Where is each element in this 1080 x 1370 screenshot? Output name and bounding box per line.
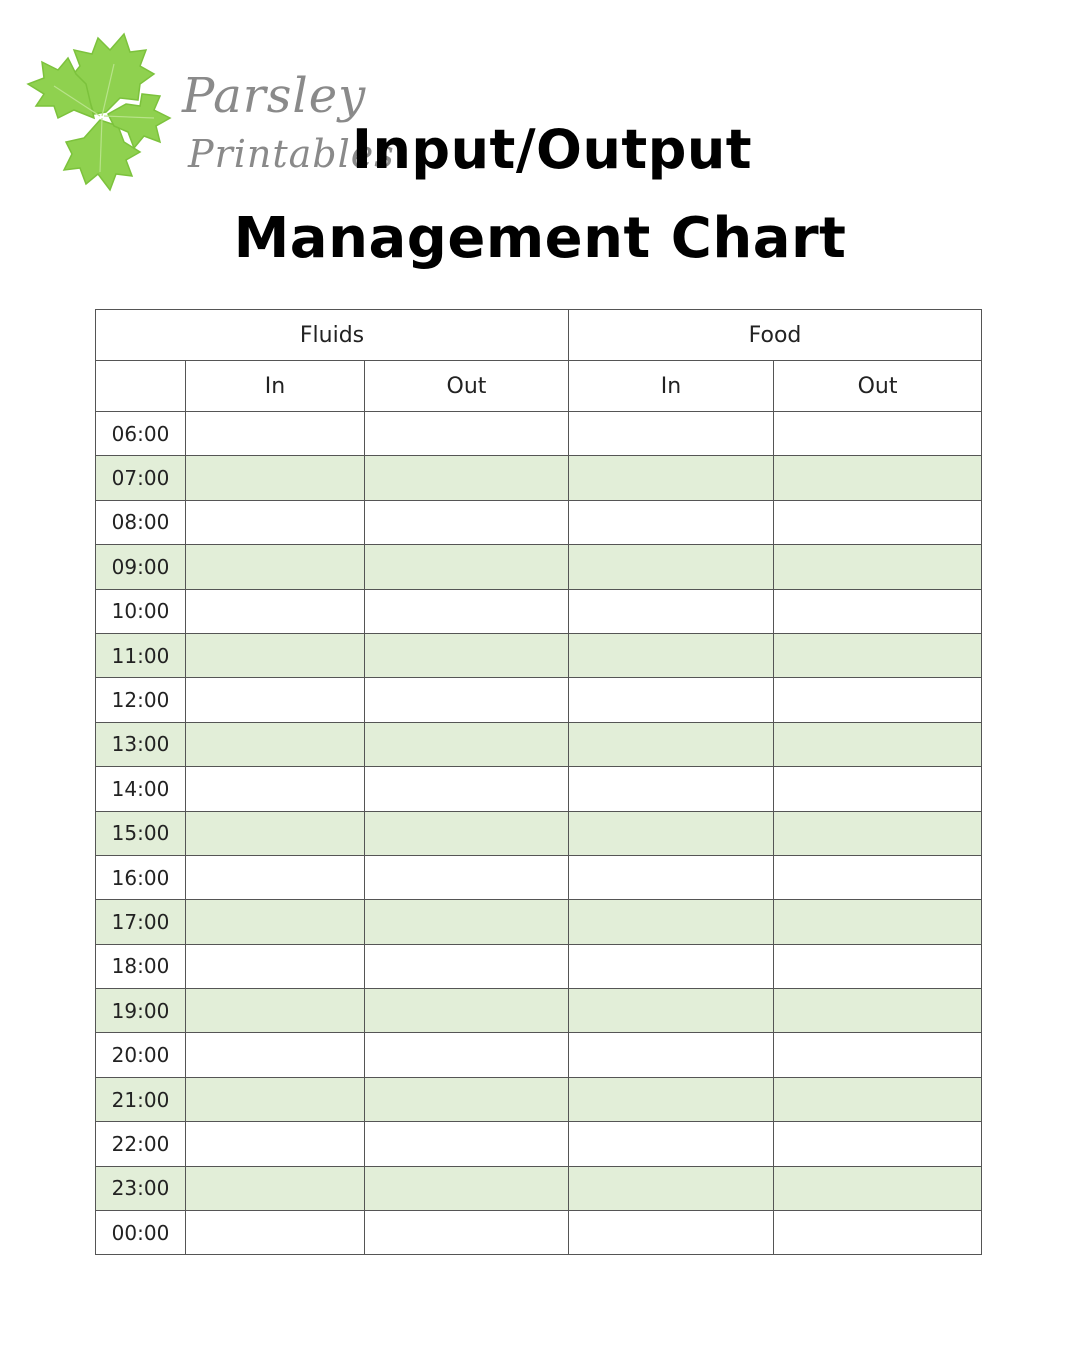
food-in-entry-cell[interactable] — [569, 633, 774, 677]
food-out-entry-cell[interactable] — [774, 633, 982, 677]
table-row — [96, 456, 982, 500]
food-out-entry-cell[interactable] — [774, 1122, 982, 1166]
fluids-in-entry-cell[interactable] — [186, 412, 365, 456]
fluids-in-entry-cell[interactable] — [186, 855, 365, 899]
fluids-out-entry-cell[interactable] — [365, 767, 569, 811]
fluids-out-entry-cell[interactable] — [365, 722, 569, 766]
table-row — [96, 1211, 982, 1255]
table-row — [96, 855, 982, 899]
food-in-entry-cell[interactable] — [569, 855, 774, 899]
fluids-in-entry-cell[interactable] — [186, 500, 365, 544]
io-chart-table — [95, 309, 982, 1255]
fluids-in-entry-cell[interactable] — [186, 989, 365, 1033]
brand-name-line2: Printables — [188, 132, 395, 176]
table-row — [96, 1122, 982, 1166]
fluids-in-entry-cell[interactable] — [186, 633, 365, 677]
fluids-in-entry-cell[interactable] — [186, 456, 365, 500]
group-header-row — [96, 310, 982, 361]
food-in-entry-cell[interactable] — [569, 412, 774, 456]
fluids-in-entry-cell[interactable] — [186, 589, 365, 633]
time-label: 00:00 — [96, 1211, 186, 1255]
food-out-entry-cell[interactable] — [774, 989, 982, 1033]
food-in-entry-cell[interactable] — [569, 811, 774, 855]
table-row — [96, 1166, 982, 1210]
fluids-in-entry-cell[interactable] — [186, 678, 365, 722]
sub-header-row — [96, 361, 982, 412]
time-label: 23:00 — [96, 1166, 186, 1210]
group-header-fluids: Fluids — [96, 310, 569, 361]
fluids-out-entry-cell[interactable] — [365, 944, 569, 988]
food-out-entry-cell[interactable] — [774, 722, 982, 766]
fluids-out-entry-cell[interactable] — [365, 811, 569, 855]
fluids-in-entry-cell[interactable] — [186, 767, 365, 811]
food-out-entry-cell[interactable] — [774, 855, 982, 899]
fluids-out-entry-cell[interactable] — [365, 989, 569, 1033]
table-row — [96, 944, 982, 988]
food-out-entry-cell[interactable] — [774, 678, 982, 722]
time-label: 21:00 — [96, 1077, 186, 1121]
fluids-in-entry-cell[interactable] — [186, 1211, 365, 1255]
fluids-out-header: Out — [365, 361, 569, 412]
food-out-entry-cell[interactable] — [774, 900, 982, 944]
chart-body — [96, 412, 982, 1255]
food-out-header: Out — [774, 361, 982, 412]
food-out-entry-cell[interactable] — [774, 1033, 982, 1077]
table-row — [96, 767, 982, 811]
food-out-entry-cell[interactable] — [774, 1211, 982, 1255]
food-in-entry-cell[interactable] — [569, 1211, 774, 1255]
food-out-entry-cell[interactable] — [774, 545, 982, 589]
fluids-out-entry-cell[interactable] — [365, 678, 569, 722]
fluids-out-entry-cell[interactable] — [365, 900, 569, 944]
food-in-entry-cell[interactable] — [569, 900, 774, 944]
table-row — [96, 1077, 982, 1121]
food-in-entry-cell[interactable] — [569, 767, 774, 811]
fluids-in-entry-cell[interactable] — [186, 722, 365, 766]
food-out-entry-cell[interactable] — [774, 500, 982, 544]
fluids-out-entry-cell[interactable] — [365, 855, 569, 899]
food-out-entry-cell[interactable] — [774, 811, 982, 855]
table-row — [96, 811, 982, 855]
fluids-out-entry-cell[interactable] — [365, 1211, 569, 1255]
time-label: 18:00 — [96, 944, 186, 988]
fluids-out-entry-cell[interactable] — [365, 589, 569, 633]
table-row — [96, 989, 982, 1033]
fluids-in-entry-cell[interactable] — [186, 1033, 365, 1077]
group-header-food: Food — [569, 310, 982, 361]
time-label: 12:00 — [96, 678, 186, 722]
table-row — [96, 1033, 982, 1077]
fluids-out-entry-cell[interactable] — [365, 1166, 569, 1210]
food-out-entry-cell[interactable] — [774, 1166, 982, 1210]
food-in-entry-cell[interactable] — [569, 589, 774, 633]
food-out-entry-cell[interactable] — [774, 944, 982, 988]
time-label: 15:00 — [96, 811, 186, 855]
fluids-out-entry-cell[interactable] — [365, 1122, 569, 1166]
food-out-entry-cell[interactable] — [774, 767, 982, 811]
table-row — [96, 633, 982, 677]
fluids-in-entry-cell[interactable] — [186, 1166, 365, 1210]
time-label: 07:00 — [96, 456, 186, 500]
food-out-entry-cell[interactable] — [774, 456, 982, 500]
brand-name-line1: Parsley — [182, 68, 367, 124]
time-label: 09:00 — [96, 545, 186, 589]
table-row — [96, 900, 982, 944]
fluids-in-entry-cell[interactable] — [186, 944, 365, 988]
food-in-entry-cell[interactable] — [569, 1077, 774, 1121]
time-label: 20:00 — [96, 1033, 186, 1077]
fluids-out-entry-cell[interactable] — [365, 1077, 569, 1121]
fluids-out-entry-cell[interactable] — [365, 545, 569, 589]
time-label: 08:00 — [96, 500, 186, 544]
food-in-entry-cell[interactable] — [569, 989, 774, 1033]
food-in-header: In — [569, 361, 774, 412]
time-label: 06:00 — [96, 412, 186, 456]
page-title-line1: Input/Output — [351, 118, 753, 181]
time-label: 19:00 — [96, 989, 186, 1033]
food-out-entry-cell[interactable] — [774, 412, 982, 456]
fluids-out-entry-cell[interactable] — [365, 633, 569, 677]
food-in-entry-cell[interactable] — [569, 500, 774, 544]
food-in-entry-cell[interactable] — [569, 456, 774, 500]
table-row — [96, 412, 982, 456]
food-in-entry-cell[interactable] — [569, 545, 774, 589]
time-label: 16:00 — [96, 855, 186, 899]
fluids-in-entry-cell[interactable] — [186, 1122, 365, 1166]
food-in-entry-cell[interactable] — [569, 678, 774, 722]
food-in-entry-cell[interactable] — [569, 1033, 774, 1077]
table-row — [96, 722, 982, 766]
time-label: 11:00 — [96, 633, 186, 677]
table-row — [96, 589, 982, 633]
time-label: 14:00 — [96, 767, 186, 811]
table-row — [96, 500, 982, 544]
time-label: 17:00 — [96, 900, 186, 944]
time-label: 10:00 — [96, 589, 186, 633]
time-column-header — [96, 361, 186, 412]
fluids-out-entry-cell[interactable] — [365, 456, 569, 500]
food-in-entry-cell[interactable] — [569, 722, 774, 766]
food-in-entry-cell[interactable] — [569, 1166, 774, 1210]
page-title-line2: Management Chart — [233, 206, 847, 271]
fluids-in-entry-cell[interactable] — [186, 900, 365, 944]
fluids-in-entry-cell[interactable] — [186, 811, 365, 855]
fluids-in-entry-cell[interactable] — [186, 1077, 365, 1121]
table-row — [96, 545, 982, 589]
food-in-entry-cell[interactable] — [569, 1122, 774, 1166]
fluids-out-entry-cell[interactable] — [365, 412, 569, 456]
time-label: 13:00 — [96, 722, 186, 766]
fluids-in-entry-cell[interactable] — [186, 545, 365, 589]
fluids-out-entry-cell[interactable] — [365, 1033, 569, 1077]
fluids-out-entry-cell[interactable] — [365, 500, 569, 544]
food-out-entry-cell[interactable] — [774, 1077, 982, 1121]
food-in-entry-cell[interactable] — [569, 944, 774, 988]
table-row — [96, 678, 982, 722]
fluids-in-header: In — [186, 361, 365, 412]
food-out-entry-cell[interactable] — [774, 589, 982, 633]
time-label: 22:00 — [96, 1122, 186, 1166]
